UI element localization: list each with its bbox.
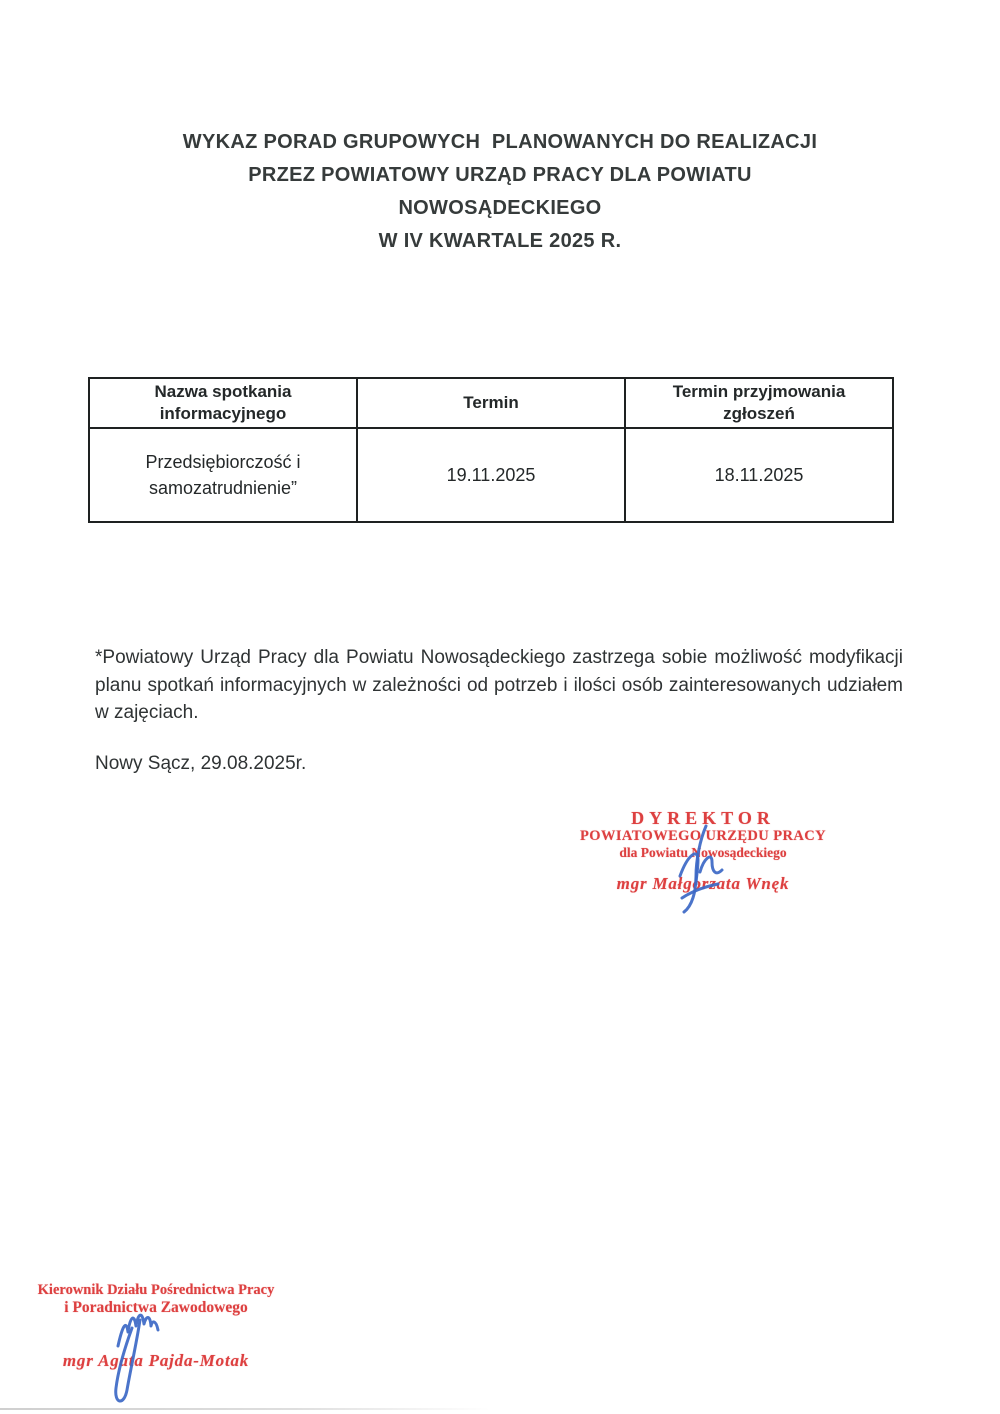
title-line-1: WYKAZ PORAD GRUPOWYCH PLANOWANYCH DO REALIZACJI — [182, 131, 818, 153]
meeting-date-cell: 19.11.2025 — [357, 428, 625, 522]
manager-stamp-title-line1: Kierownik Działu Pośrednictwa Pracy — [37, 1282, 275, 1298]
title-line-4: W IV KWARTALE 2025 R. — [378, 230, 622, 252]
table-row — [89, 428, 893, 522]
place-and-date: Nowy Sącz, 29.08.2025r. — [95, 753, 307, 774]
manager-stamp — [33, 1282, 279, 1371]
scan-artifact-line — [0, 1408, 490, 1410]
application-deadline-cell: 18.11.2025 — [625, 428, 893, 522]
header-meeting-name: Nazwa spotkania informacyjnego — [89, 378, 357, 428]
table-header-row — [89, 378, 893, 428]
director-stamp-title: DYREKTOR — [631, 808, 775, 828]
title-line-2: PRZEZ POWIATOWY URZĄD PRACY DLA POWIATU — [248, 164, 752, 186]
director-stamp-district: dla Powiatu Nowosądeckiego — [619, 845, 787, 860]
schedule-table — [88, 377, 894, 523]
director-stamp-office: POWIATOWEGO URZĘDU PRACY — [580, 828, 826, 844]
director-stamp — [575, 809, 831, 894]
footnote-paragraph: *Powiatowy Urząd Pracy dla Powiatu Nowosądeckiego zastrzega sobie możliwość modyfikacji planu spotkań informacyjnych w zależności od potrzeb i ilości osób zainteresowanych udziałem w zajęciach. — [95, 647, 903, 723]
title-line-3: NOWOSĄDECKIEGO — [398, 197, 602, 219]
header-zgloszenia: Termin przyjmowania zgłoszeń — [625, 378, 893, 428]
manager-stamp-title-line2: i Poradnictwa Zawodowego — [64, 1299, 248, 1316]
manager-name: mgr Agata Pajda-Motak — [62, 1351, 250, 1370]
director-name: mgr Małgorzata Wnęk — [616, 874, 790, 893]
document-title — [0, 126, 1000, 258]
header-termin: Termin — [357, 378, 625, 428]
meeting-name-cell: Przedsiębiorczość i samozatrudnienie” — [89, 428, 357, 522]
